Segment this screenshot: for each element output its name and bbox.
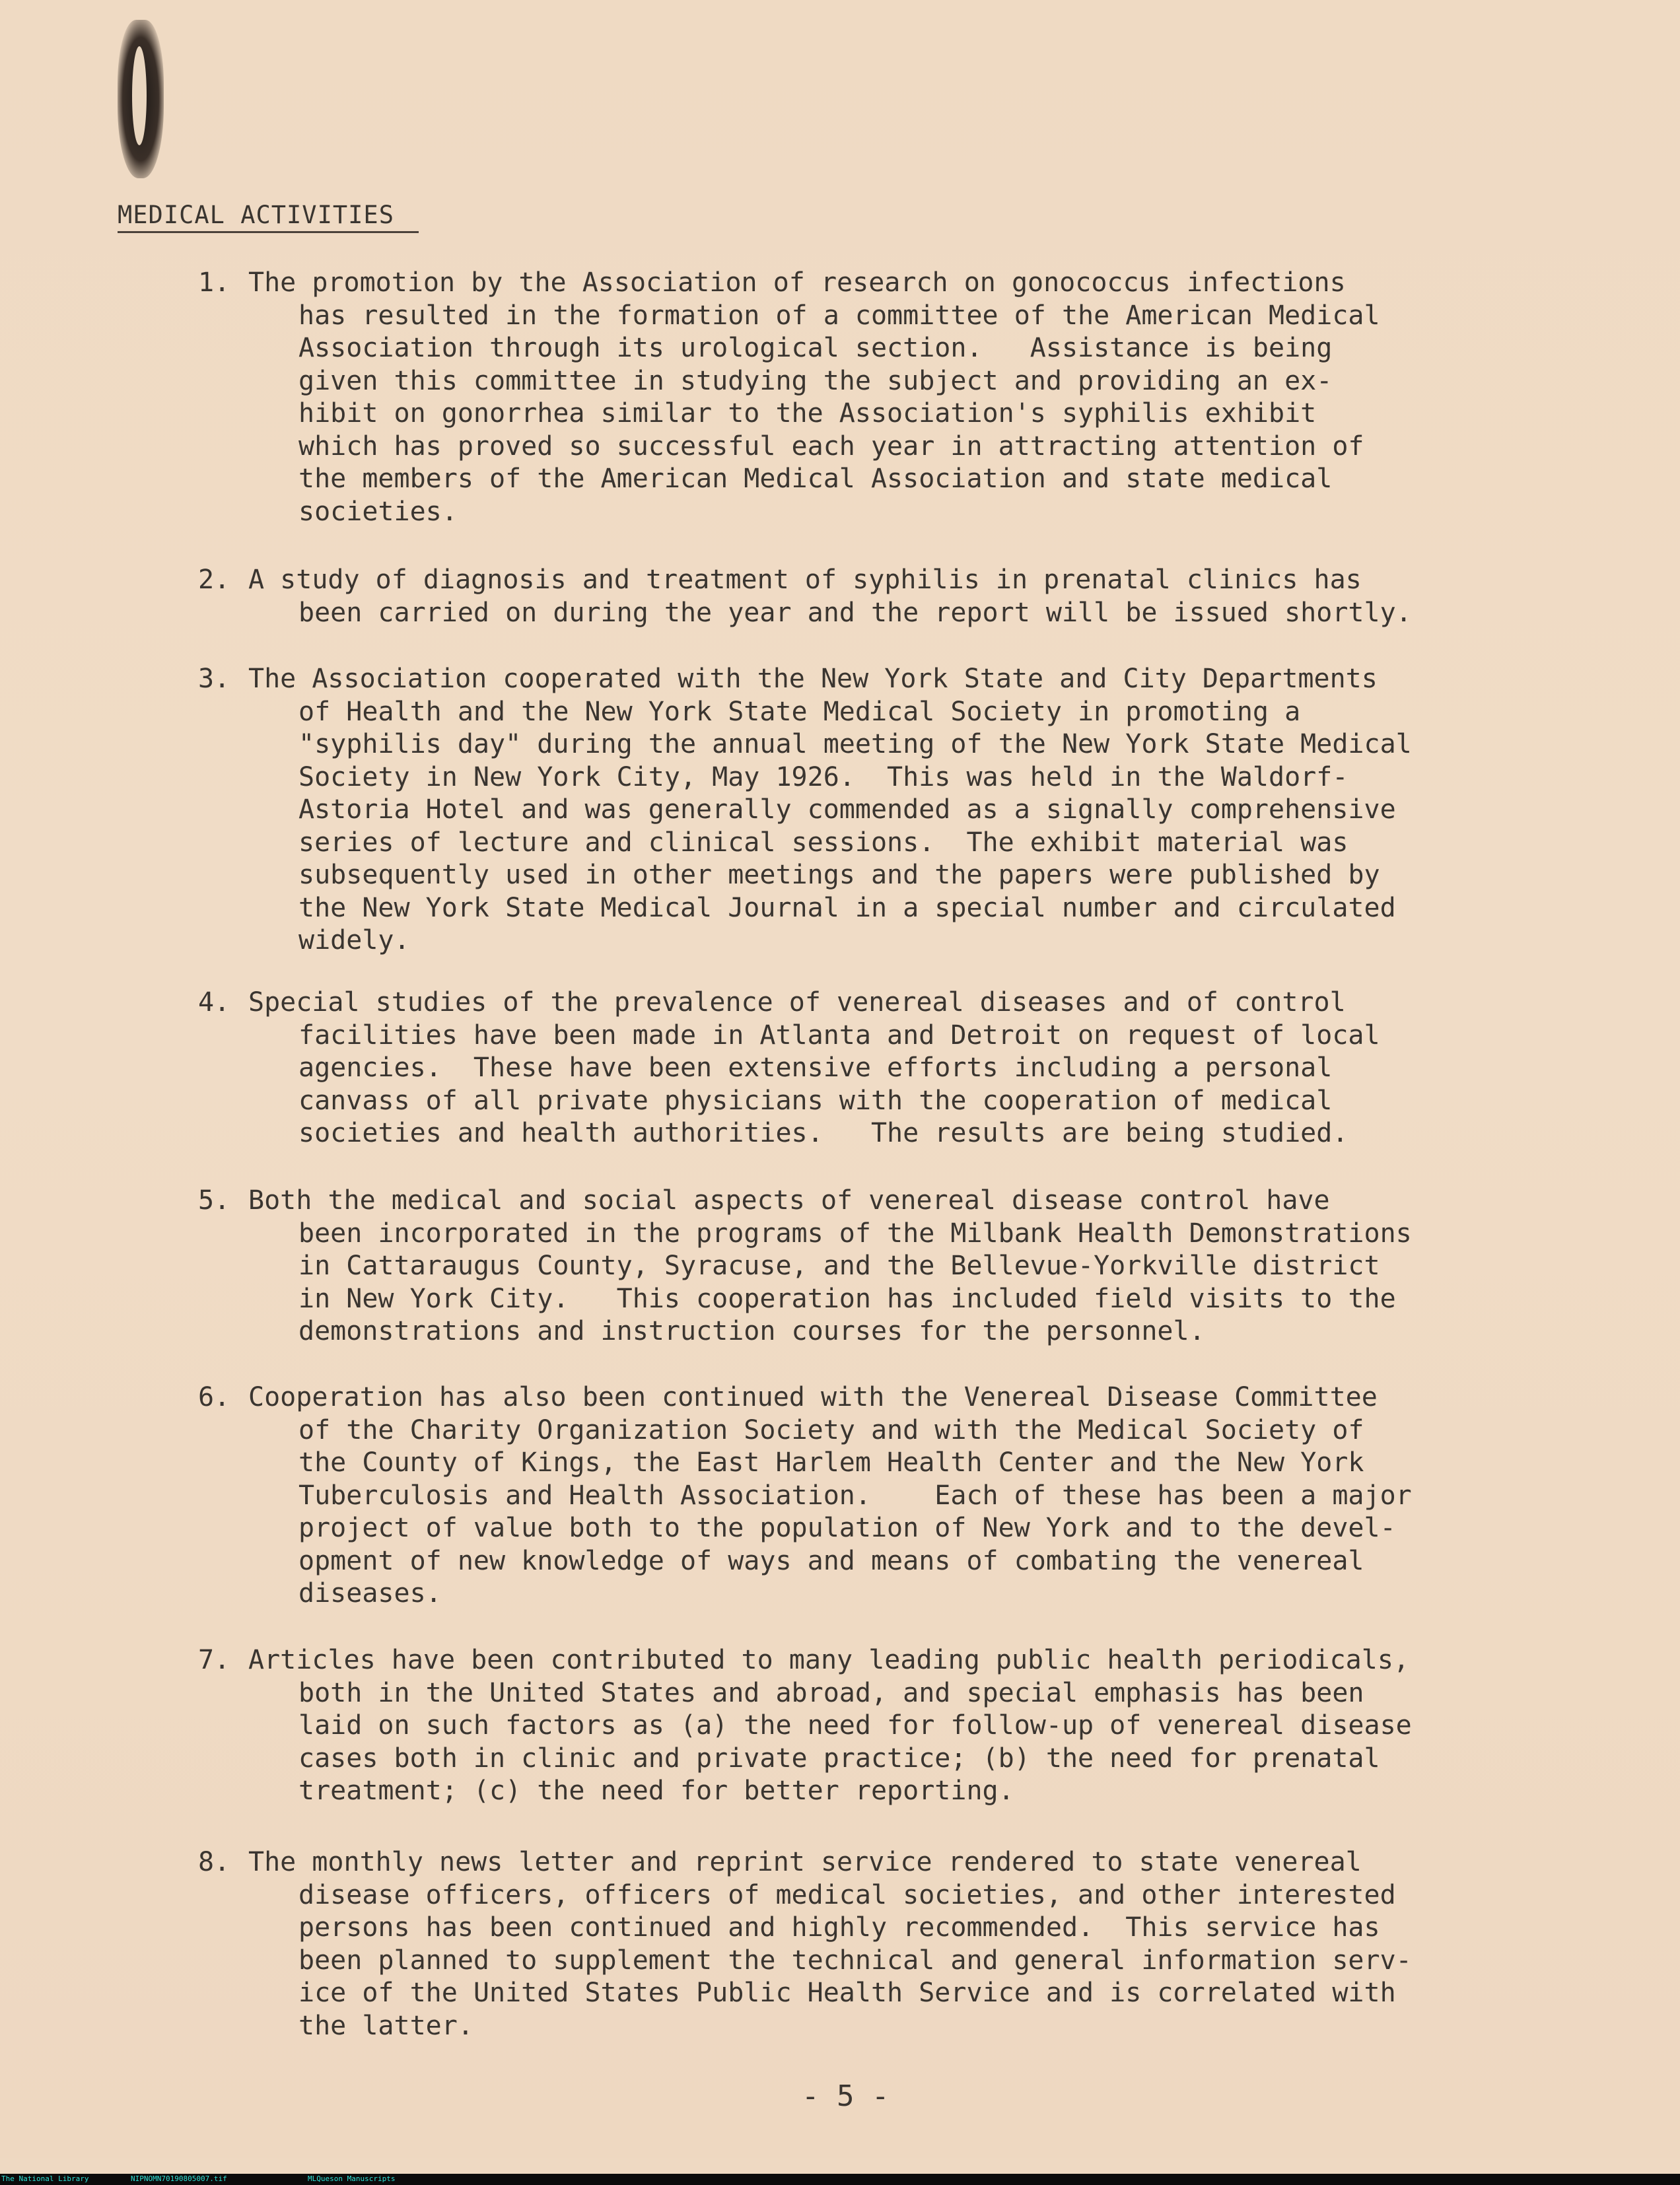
item-line: disease officers, officers of medical societies, and other interested <box>298 1879 1396 1910</box>
item-line: The monthly news letter and reprint service rendered to state venereal <box>248 1847 1362 1877</box>
item-line: diseases. <box>298 1578 442 1609</box>
item-text <box>248 564 1668 629</box>
item-line: the members of the American Medical Association and state medical <box>298 464 1333 494</box>
item-number: 5. <box>198 1185 230 1216</box>
item-number: 3. <box>198 664 230 694</box>
item-text <box>248 1644 1668 1808</box>
item-number: 4. <box>198 987 230 1018</box>
item-line: in Cattaraugus County, Syracuse, and the Bellevue-Yorkville district <box>298 1251 1380 1281</box>
item-line: has resulted in the formation of a committee of the American Medical <box>298 300 1380 331</box>
item-line: canvass of all private physicians with the cooperation of medical <box>298 1085 1333 1116</box>
item-line: widely. <box>298 925 410 955</box>
item-text <box>248 987 1668 1150</box>
item-line: project of value both to the population of New York and to the devel- <box>298 1513 1396 1543</box>
item-text <box>248 1185 1668 1348</box>
item-line: been carried on during the year and the report will be issued shortly. <box>298 597 1412 628</box>
item-line: persons has been continued and highly recommended. This service has <box>298 1912 1380 1943</box>
item-number: 6. <box>198 1382 230 1412</box>
footer-collection: MLQueson Manuscripts <box>308 2174 396 2183</box>
item-line: series of lecture and clinical sessions. The exhibit material was <box>298 827 1348 858</box>
item-line: Cooperation has also been continued with the Venereal Disease Committee <box>248 1382 1378 1412</box>
item-line: agencies. These have been extensive efforts including a personal <box>298 1053 1333 1083</box>
item-text <box>248 267 1668 528</box>
item-line: given this committee in studying the subject and providing an ex- <box>298 365 1333 396</box>
item-line: been planned to supplement the technical and general information serv- <box>298 1945 1412 1976</box>
heading-underline <box>118 231 419 233</box>
item-line: Association through its urological section. Assistance is being <box>298 333 1333 363</box>
item-line: of the Charity Organization Society and with the Medical Society of <box>298 1414 1364 1445</box>
item-line: the New York State Medical Journal in a special number and circulated <box>298 892 1396 923</box>
item-line: societies. <box>298 496 458 527</box>
item-line: The Association cooperated with the New York State and City Departments <box>248 664 1378 694</box>
item-number: 7. <box>198 1645 230 1675</box>
archive-footer-bar <box>0 2174 1680 2185</box>
item-line: in New York City. This cooperation has included field visits to the <box>298 1283 1396 1314</box>
item-line: Tuberculosis and Health Association. Each of these has been a major <box>298 1480 1412 1511</box>
footer-library: The National Library <box>1 2174 89 2183</box>
item-text <box>248 1381 1668 1611</box>
item-line: cases both in clinic and private practice; (b) the need for prenatal <box>298 1743 1380 1774</box>
item-line: "syphilis day" during the annual meeting of the New York State Medical <box>298 729 1412 759</box>
item-line: Articles have been contributed to many leading public health periodicals, <box>248 1645 1409 1675</box>
item-line: societies and health authorities. The results are being studied. <box>298 1118 1348 1148</box>
item-line: both in the United States and abroad, and special emphasis has been <box>298 1677 1364 1708</box>
item-text <box>248 1846 1668 2042</box>
item-line: The promotion by the Association of research on gonococcus infections <box>248 267 1346 298</box>
binder-hole-mark <box>118 20 164 178</box>
item-line: Special studies of the prevalence of venereal diseases and of control <box>248 987 1346 1018</box>
item-number: 2. <box>198 565 230 595</box>
item-line: Society in New York City, May 1926. This was held in the Waldorf- <box>298 761 1348 792</box>
item-line: laid on such factors as (a) the need for follow-up of venereal disease <box>298 1710 1412 1741</box>
item-line: A study of diagnosis and treatment of syphilis in prenatal clinics has <box>248 565 1362 595</box>
item-line: Astoria Hotel and was generally commended as a signally comprehensive <box>298 794 1396 825</box>
item-line: been incorporated in the programs of the Milbank Health Demonstrations <box>298 1218 1412 1249</box>
item-line: of Health and the New York State Medical Society in promoting a <box>298 696 1301 727</box>
item-line: the County of Kings, the East Harlem Health Center and the New York <box>298 1447 1364 1478</box>
item-number: 1. <box>198 267 230 298</box>
item-line: the latter. <box>298 2010 473 2041</box>
item-line: subsequently used in other meetings and the papers were published by <box>298 860 1380 890</box>
item-line: which has proved so successful each year in attracting attention of <box>298 431 1364 462</box>
item-line: ice of the United States Public Health Service and is correlated with <box>298 1978 1396 2008</box>
item-line: treatment; (c) the need for better reporting. <box>298 1776 1014 1806</box>
item-line: opment of new knowledge of ways and means of combating the venereal <box>298 1545 1364 1576</box>
item-line: hibit on gonorrhea similar to the Association's syphilis exhibit <box>298 398 1317 429</box>
page-number: - 5 - <box>802 2079 890 2113</box>
item-line: facilities have been made in Atlanta and Detroit on request of local <box>298 1020 1380 1051</box>
footer-file: NIPNOMN70190805007.tif <box>131 2174 227 2183</box>
section-heading: MEDICAL ACTIVITIES <box>118 201 394 229</box>
item-line: Both the medical and social aspects of venereal disease control have <box>248 1185 1330 1216</box>
item-line: demonstrations and instruction courses for the personnel. <box>298 1316 1205 1346</box>
item-text <box>248 663 1668 957</box>
item-number: 8. <box>198 1847 230 1877</box>
